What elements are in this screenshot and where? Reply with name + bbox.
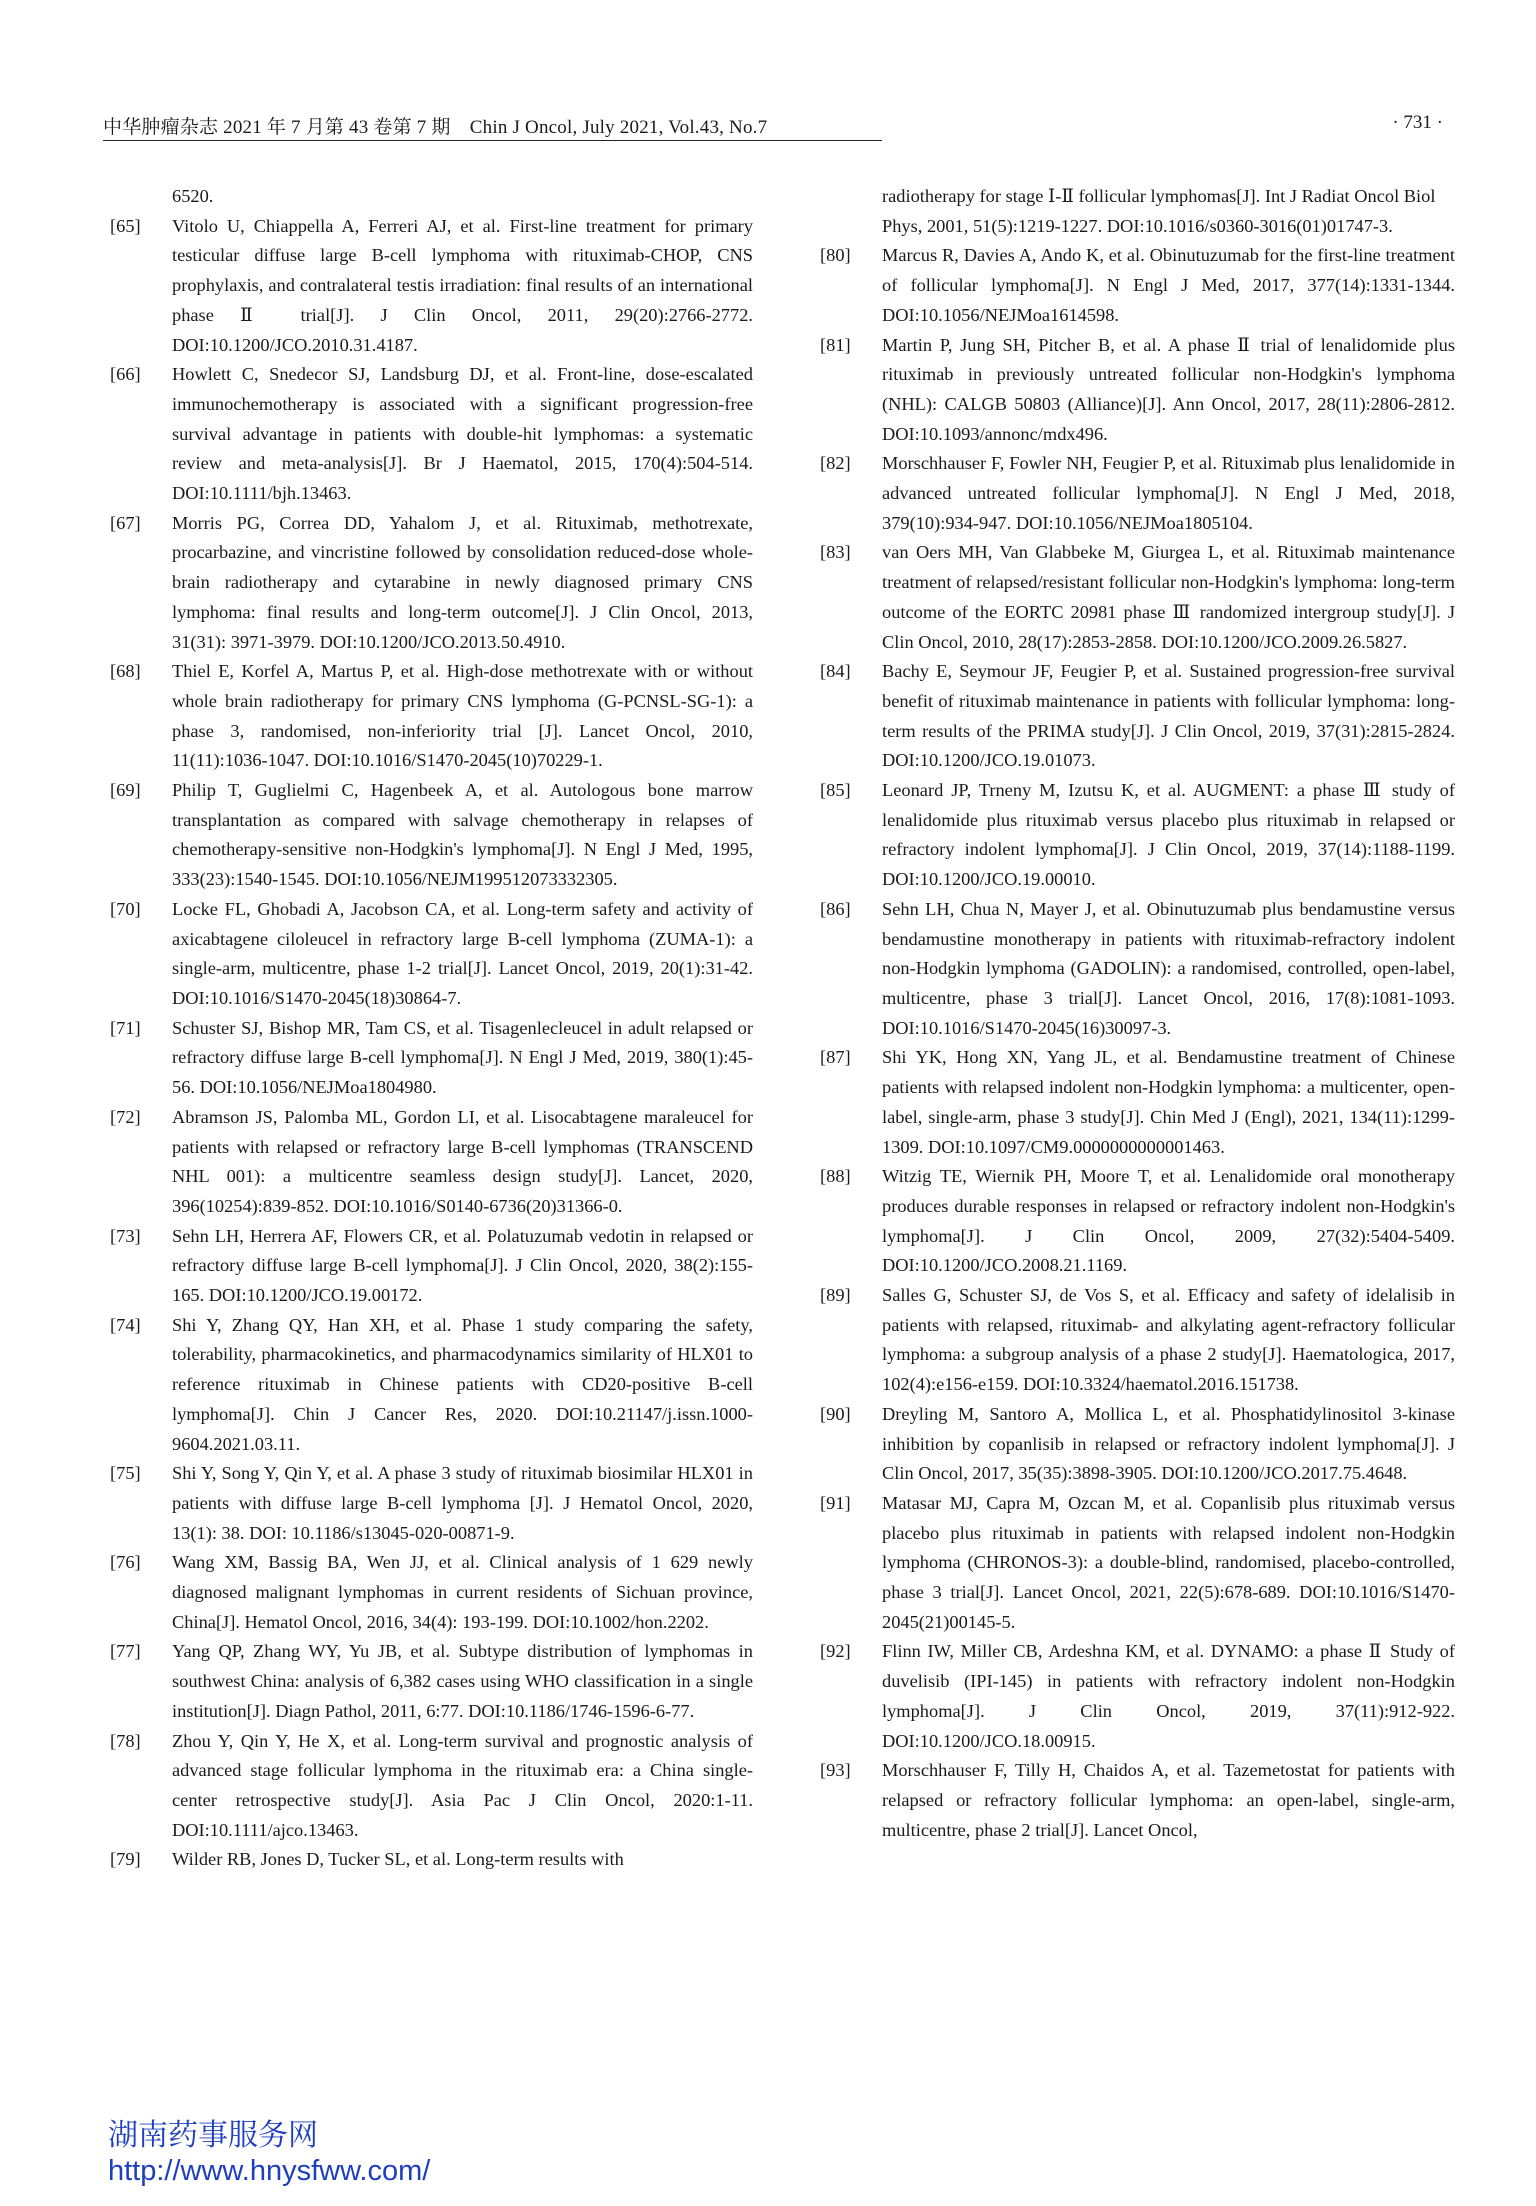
reference-entry xyxy=(818,331,1455,450)
reference-entry xyxy=(108,1222,753,1311)
reference-entry xyxy=(818,1043,1455,1162)
reference-number: [90] xyxy=(820,1403,851,1424)
reference-entry xyxy=(818,1489,1455,1638)
reference-text: Salles G, Schuster SJ, de Vos S, et al. Efficacy and safety of idelalisib in patients with relapsed, rituximab- and alkylating agent-refractory follicular lymphoma: a subgroup analysis of a phase 2 study[J]. Haematologica, 2017, 102(4):e156-e159. DOI:10.3324/haematol.2016.151738. xyxy=(882,1285,1455,1395)
reference-text: Thiel E, Korfel A, Martus P, et al. High-dose methotrexate with or without whole brain radiotherapy for primary CNS lymphoma (G-PCNSL-SG-1): a phase 3, randomised, non-inferiority trial [J]. Lancet Oncol, 2010, 11(11):1036-1047. DOI:10.1016/S1470-2045(10)70229-1. xyxy=(172,661,753,771)
reference-continuation: 6520. xyxy=(172,186,214,206)
reference-number: [92] xyxy=(820,1641,851,1662)
reference-text: van Oers MH, Van Glabbeke M, Giurgea L, et al. Rituximab maintenance treatment of relapsed/resistant follicular non-Hodgkin's lymphoma: long-term outcome of the EORTC 20981 phase Ⅲ randomized intergroup study[J]. J Clin Oncol, 2010, 28(17):2853-2858. DOI:10.1200/JCO.2009.26.5827. xyxy=(882,542,1455,652)
reference-text: Witzig TE, Wiernik PH, Moore T, et al. Lenalidomide oral monotherapy produces durable responses in relapsed or refractory indolent non-Hodgkin's lymphoma[J]. J Clin Oncol, 2009, 27(32):5404-5409. DOI:10.1200/JCO.2008.21.1169. xyxy=(882,1166,1455,1276)
reference-entry xyxy=(818,1637,1455,1756)
reference-text: Flinn IW, Miller CB, Ardeshna KM, et al. DYNAMO: a phase Ⅱ Study of duvelisib (IPI-145) in patients with refractory indolent non-Hodgkin lymphoma[J]. J Clin Oncol, 2019, 37(11):912-922. DOI:10.1200/JCO.18.00915. xyxy=(882,1641,1455,1751)
reference-entry xyxy=(108,1103,753,1222)
reference-entry xyxy=(108,1727,753,1846)
reference-number: [69] xyxy=(110,780,141,801)
reference-number: [72] xyxy=(110,1106,141,1127)
reference-text: Philip T, Guglielmi C, Hagenbeek A, et al. Autologous bone marrow transplantation as compared with salvage chemotherapy in relapses of chemotherapy-sensitive non-Hodgkin's lymphoma[J]. N Engl J Med, 1995, 333(23):1540-1545. DOI:10.1056/NEJM199512073332305. xyxy=(172,780,753,890)
reference-entry xyxy=(108,509,753,658)
reference-entry xyxy=(108,1548,753,1637)
reference-text: Locke FL, Ghobadi A, Jacobson CA, et al. Long-term safety and activity of axicabtagene ciloleucel in refractory large B-cell lymphoma (ZUMA-1): a single-arm, multicentre, phase 1-2 trial[J]. Lancet Oncol, 2019, 20(1):31-42. DOI:10.1016/S1470-2045(18)30864-7. xyxy=(172,898,753,1008)
reference-number: [71] xyxy=(110,1017,141,1038)
page-number: · 731 · xyxy=(1392,112,1443,133)
reference-number: [75] xyxy=(110,1463,141,1484)
reference-text: Shi YK, Hong XN, Yang JL, et al. Bendamustine treatment of Chinese patients with relapsed indolent non-Hodgkin lymphoma: a multicenter, open-label, single-arm, phase 3 study[J]. Chin Med J (Engl), 2021, 134(11):1299-1309. DOI:10.1097/CM9.0000000000001463. xyxy=(882,1047,1455,1157)
reference-entry xyxy=(108,776,753,895)
reference-entry xyxy=(108,895,753,1014)
reference-number: [85] xyxy=(820,780,851,801)
left-column-references xyxy=(108,182,753,1875)
journal-citation-header: 中华肿瘤杂志 2021 年 7 月第 43 卷第 7 期 Chin J Oncol, July 2021, Vol.43, No.7 xyxy=(103,117,768,138)
reference-number: [74] xyxy=(110,1314,141,1335)
reference-entry xyxy=(818,1756,1455,1845)
reference-text: Matasar MJ, Capra M, Ozcan M, et al. Copanlisib plus rituximab versus placebo plus rituximab in patients with relapsed indolent non-Hodgkin lymphoma (CHRONOS-3): a double-blind, randomised, placebo-controlled, phase 3 trial[J]. Lancet Oncol, 2021, 22(5):678-689. DOI:10.1016/S1470-2045(21)00145-5. xyxy=(882,1492,1455,1632)
reference-number: [86] xyxy=(820,898,851,919)
reference-number: [73] xyxy=(110,1225,141,1246)
reference-number: [84] xyxy=(820,661,851,682)
reference-entry xyxy=(818,776,1455,895)
reference-entry xyxy=(818,895,1455,1044)
reference-number: [67] xyxy=(110,512,141,533)
header-rule xyxy=(103,140,882,141)
watermark-url[interactable]: http://www.hnysfww.com/ xyxy=(108,2155,431,2187)
reference-number: [68] xyxy=(110,661,141,682)
reference-text: Bachy E, Seymour JF, Feugier P, et al. Sustained progression-free survival benefit of rituximab maintenance in patients with follicular lymphoma: long-term results of the PRIMA study[J]. J Clin Oncol, 2019, 37(31):2815-2824. DOI:10.1200/JCO.19.01073. xyxy=(882,661,1455,771)
reference-text: Martin P, Jung SH, Pitcher B, et al. A phase Ⅱ trial of lenalidomide plus rituximab in previously untreated follicular non-Hodgkin's lymphoma (NHL): CALGB 50803 (Alliance)[J]. Ann Oncol, 2017, 28(11):2806-2812. DOI:10.1093/annonc/mdx496. xyxy=(882,334,1455,444)
reference-number: [79] xyxy=(110,1849,141,1870)
reference-number: [78] xyxy=(110,1730,141,1751)
right-column-references xyxy=(818,182,1455,1845)
reference-entry xyxy=(108,1845,753,1875)
reference-text: Shi Y, Song Y, Qin Y, et al. A phase 3 study of rituximab biosimilar HLX01 in patients with diffuse large B-cell lymphoma [J]. J Hematol Oncol, 2020, 13(1): 38. DOI: 10.1186/s13045-020-00871-9. xyxy=(172,1463,753,1543)
reference-number: [77] xyxy=(110,1641,141,1662)
reference-text: Yang QP, Zhang WY, Yu JB, et al. Subtype distribution of lymphomas in southwest China: analysis of 6,382 cases using WHO classification in a single institution[J]. Diagn Pathol, 2011, 6:77. DOI:10.1186/1746-1596-6-77. xyxy=(172,1641,753,1721)
reference-number: [83] xyxy=(820,542,851,563)
reference-number: [93] xyxy=(820,1760,851,1781)
reference-continuation: radiotherapy for stage Ⅰ-Ⅱ follicular lymphomas[J]. Int J Radiat Oncol Biol Phys, 2001, 51(5):1219-1227. DOI:10.1016/s0360-3016(01)01747-3. xyxy=(882,186,1436,236)
reference-number: [80] xyxy=(820,245,851,266)
reference-text: Sehn LH, Herrera AF, Flowers CR, et al. Polatuzumab vedotin in relapsed or refractory diffuse large B-cell lymphoma[J]. J Clin Oncol, 2020, 38(2):155-165. DOI:10.1200/JCO.19.00172. xyxy=(172,1225,753,1306)
reference-text: Abramson JS, Palomba ML, Gordon LI, et al. Lisocabtagene maraleucel for patients with relapsed or refractory large B-cell lymphomas (TRANSCEND NHL 001): a multicentre seamless design study[J]. Lancet, 2020, 396(10254):839-852. DOI:10.1016/S0140-6736(20)31366-0. xyxy=(172,1106,753,1216)
watermark-site-name: 湖南药事服务网 xyxy=(108,2118,318,2153)
reference-number: [89] xyxy=(820,1285,851,1306)
reference-number: [65] xyxy=(110,215,141,236)
reference-entry xyxy=(108,1311,753,1460)
reference-text: Leonard JP, Trneny M, Izutsu K, et al. AUGMENT: a phase Ⅲ study of lenalidomide plus rituximab versus placebo plus rituximab in relapsed or refractory indolent lymphoma[J]. J Clin Oncol, 2019, 37(14):1188-1199. DOI:10.1200/JCO.19.00010. xyxy=(882,780,1455,890)
reference-entry xyxy=(108,1014,753,1103)
reference-number: [66] xyxy=(110,364,141,385)
reference-text: Sehn LH, Chua N, Mayer J, et al. Obinutuzumab plus bendamustine versus bendamustine monotherapy in patients with rituximab-refractory indolent non-Hodgkin lymphoma (GADOLIN): a randomised, controlled, open-label, multicentre, phase 3 trial[J]. Lancet Oncol, 2016, 17(8):1081-1093. DOI:10.1016/S1470-2045(16)30097-3. xyxy=(882,898,1455,1038)
reference-text: Morschhauser F, Tilly H, Chaidos A, et al. Tazemetostat for patients with relapsed or refractory follicular lymphoma: an open-label, single-arm, multicentre, phase 2 trial[J]. Lancet Oncol, xyxy=(882,1760,1455,1840)
reference-entry xyxy=(108,212,753,361)
reference-entry xyxy=(818,1400,1455,1489)
reference-entry xyxy=(108,1459,753,1548)
reference-text: Vitolo U, Chiappella A, Ferreri AJ, et al. First-line treatment for primary testicular diffuse large B-cell lymphoma with rituximab-CHOP, CNS prophylaxis, and contralateral testis irradiation: final results of an international phase Ⅱ trial[J]. J Clin Oncol, 2011, 29(20):2766-2772. DOI:10.1200/JCO.2010.31.4187. xyxy=(172,215,753,355)
reference-entry xyxy=(108,360,753,509)
site-watermark xyxy=(108,2118,430,2188)
reference-text: Morris PG, Correa DD, Yahalom J, et al. Rituximab, methotrexate, procarbazine, and vincristine followed by consolidation reduced-dose whole-brain radiotherapy and cytarabine in newly diagnosed primary CNS lymphoma: final results and long-term outcome[J]. J Clin Oncol, 2013, 31(31): 3971-3979. DOI:10.1200/JCO.2013.50.4910. xyxy=(172,512,753,652)
reference-number: [76] xyxy=(110,1552,141,1573)
reference-entry xyxy=(818,538,1455,657)
reference-number: [88] xyxy=(820,1166,851,1187)
reference-text: Wang XM, Bassig BA, Wen JJ, et al. Clinical analysis of 1 629 newly diagnosed malignant lymphomas in current residents of Sichuan province, China[J]. Hematol Oncol, 2016, 34(4): 193-199. DOI:10.1002/hon.2202. xyxy=(172,1552,753,1632)
reference-entry xyxy=(818,1162,1455,1281)
reference-entry xyxy=(108,1637,753,1726)
reference-text: Shi Y, Zhang QY, Han XH, et al. Phase 1 study comparing the safety, tolerability, pharmacokinetics, and pharmacodynamics similarity of HLX01 to reference rituximab in Chinese patients with CD20-positive B-cell lymphoma[J]. Chin J Cancer Res, 2020. DOI:10.21147/j.issn.1000-9604.2021.03.11. xyxy=(172,1314,753,1454)
reference-entry xyxy=(818,657,1455,776)
reference-number: [91] xyxy=(820,1492,851,1513)
reference-number: [81] xyxy=(820,334,851,355)
reference-text: Dreyling M, Santoro A, Mollica L, et al. Phosphatidylinositol 3-kinase inhibition by copanlisib in relapsed or refractory indolent lymphoma[J]. J Clin Oncol, 2017, 35(35):3898-3905. DOI:10.1200/JCO.2017.75.4648. xyxy=(882,1403,1455,1484)
reference-number: [82] xyxy=(820,453,851,474)
reference-text: Wilder RB, Jones D, Tucker SL, et al. Long-term results with xyxy=(172,1849,624,1870)
reference-entry xyxy=(818,449,1455,538)
reference-text: Zhou Y, Qin Y, He X, et al. Long-term survival and prognostic analysis of advanced stage follicular lymphoma in the rituximab era: a China single-center retrospective study[J]. Asia Pac J Clin Oncol, 2020:1-11. DOI:10.1111/ajco.13463. xyxy=(172,1730,753,1840)
reference-list-right xyxy=(818,241,1455,1845)
reference-text: Howlett C, Snedecor SJ, Landsburg DJ, et al. Front-line, dose-escalated immunochemotherapy is associated with a significant progression-free survival advantage in patients with double-hit lymphomas: a systematic review and meta-analysis[J]. Br J Haematol, 2015, 170(4):504-514. DOI:10.1111/bjh.13463. xyxy=(172,364,753,504)
reference-text: Marcus R, Davies A, Ando K, et al. Obinutuzumab for the first-line treatment of follicular lymphoma[J]. N Engl J Med, 2017, 377(14):1331-1344. DOI:10.1056/NEJMoa1614598. xyxy=(882,245,1455,325)
reference-entry xyxy=(818,241,1455,330)
reference-list-left xyxy=(108,212,753,1875)
reference-text: Schuster SJ, Bishop MR, Tam CS, et al. Tisagenlecleucel in adult relapsed or refractory diffuse large B-cell lymphoma[J]. N Engl J Med, 2019, 380(1):45-56. DOI:10.1056/NEJMoa1804980. xyxy=(172,1017,753,1098)
reference-entry xyxy=(108,657,753,776)
reference-number: [87] xyxy=(820,1047,851,1068)
reference-entry xyxy=(818,1281,1455,1400)
reference-text: Morschhauser F, Fowler NH, Feugier P, et al. Rituximab plus lenalidomide in advanced untreated follicular lymphoma[J]. N Engl J Med, 2018, 379(10):934-947. DOI:10.1056/NEJMoa1805104. xyxy=(882,453,1455,533)
reference-number: [70] xyxy=(110,898,141,919)
